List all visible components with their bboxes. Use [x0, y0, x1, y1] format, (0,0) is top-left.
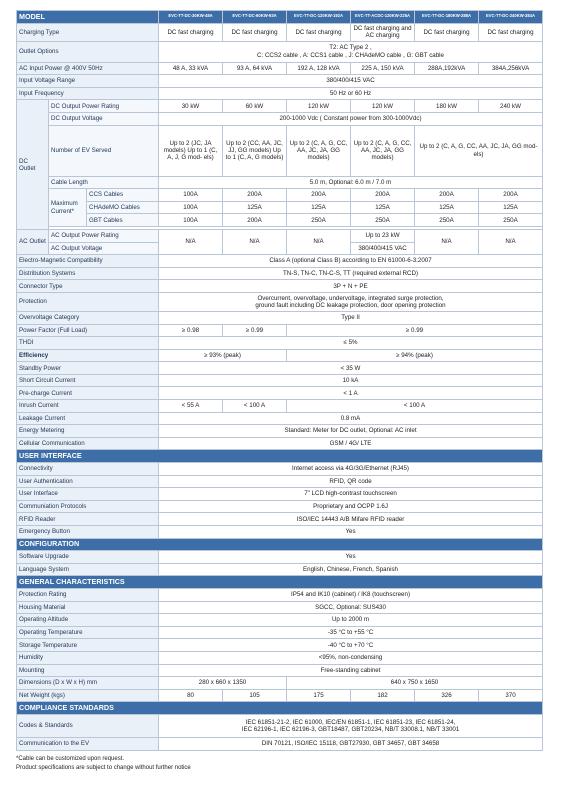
- inrush-row: [17, 400, 543, 413]
- row-label: AC Output Voltage: [49, 242, 159, 255]
- cell: 100A: [159, 189, 223, 202]
- cell: 200A: [223, 189, 287, 202]
- model-name: EVC-TT-ACDC-120KW-225A: [351, 11, 415, 24]
- cell: 250A: [287, 214, 351, 227]
- cable-length-row: [17, 176, 543, 189]
- input-frequency-row: [17, 87, 543, 100]
- cell: 60 kW: [223, 100, 287, 113]
- cell: < 1 A: [159, 387, 543, 400]
- cell: ≥ 0.98: [159, 324, 223, 337]
- row-label: Cellular Communication: [17, 437, 159, 450]
- cell: 200A: [415, 189, 479, 202]
- cell: ≤ 5%: [159, 337, 543, 350]
- user-auth-row: [17, 475, 543, 488]
- row-label: Dimensions (D x W x H) mm: [17, 677, 159, 690]
- energy-metering-row: [17, 425, 543, 438]
- text-line: C: CCS2 cable , A: CCS1 cable , J: CHAdeMO cable , G: GBT cable: [257, 51, 444, 59]
- row-label: Pre-charge Current: [17, 387, 159, 400]
- text-line: IEC 62196-1, IEC 62196-3, GBT18487, GBT20234, NB/T 33008.1, NB/T 33001: [241, 725, 460, 733]
- row-label: THDI: [17, 337, 159, 350]
- language-row: [17, 563, 543, 576]
- row-label: Communiation Protocols: [17, 500, 159, 513]
- comm-protocols-row: [17, 500, 543, 513]
- row-label: Cable Length: [49, 176, 159, 189]
- row-label: GBT Cables: [87, 214, 159, 227]
- cell: 48 A, 33 kVA: [159, 62, 223, 75]
- ccs-cables-row: [17, 189, 543, 202]
- row-label: Operating Altitude: [17, 614, 159, 627]
- cell: 7" LCD high-contrast touchscreen: [159, 488, 543, 501]
- row-label: Storage Temperature: [17, 639, 159, 652]
- row-label: User Authentication: [17, 475, 159, 488]
- cell: 250A: [351, 214, 415, 227]
- dc-output-power-row: [17, 100, 543, 113]
- cell: N/A: [479, 229, 543, 254]
- emc-row: [17, 255, 543, 268]
- cell: < 55 A: [159, 400, 223, 413]
- cell: 200A: [223, 214, 287, 227]
- cell: 192 A, 128 kVA: [287, 62, 351, 75]
- model-name: EVC-TT-DC-240KW-384A: [479, 11, 543, 24]
- cell: Standard: Meter for DC outlet, Optional: AC inlet: [159, 425, 543, 438]
- software-upgrade-row: [17, 551, 543, 564]
- cell: 200-1000 Vdc ( Constant power from 300-1000Vdc): [159, 112, 543, 125]
- row-label: Inrush Current: [17, 400, 159, 413]
- row-label: Power Factor (Full Load): [17, 324, 159, 337]
- row-label: Outlet Options: [17, 41, 159, 62]
- cell: Up to 23 kW: [351, 229, 415, 242]
- cell: DC fast charging: [415, 23, 479, 41]
- text-line: ground fault including DC leakage protection, door opening protection: [255, 301, 446, 309]
- row-label: Protection: [17, 292, 159, 311]
- cell: DC fast charging: [287, 23, 351, 41]
- section-title: CONFIGURATION: [17, 538, 543, 551]
- dimensions-row: [17, 677, 543, 690]
- row-label: Distribution Systems: [17, 267, 159, 280]
- model-name: EVC-TT-DC-180KW-288A: [415, 11, 479, 24]
- model-name: EVC-TT-DC-30KW-48A: [159, 11, 223, 24]
- cell: ≥ 94% (peak): [287, 349, 543, 362]
- row-label: Charging Type: [17, 23, 159, 41]
- cell: DC fast charging: [159, 23, 223, 41]
- cell: Free-standing cabinet: [159, 664, 543, 677]
- row-label: Software Upgrade: [17, 551, 159, 564]
- cell: 105: [223, 689, 287, 702]
- configuration-section-row: [17, 538, 543, 551]
- cell: -40 °C to +70 °C: [159, 639, 543, 652]
- cell: < 35 W: [159, 362, 543, 375]
- rfid-reader-row: [17, 513, 543, 526]
- ev-served-row: [17, 125, 543, 176]
- cell: 640 x 750 x 1650: [287, 677, 543, 690]
- cell: Up to 2 (C, A, G, CC, AA, JC, JA, GG mod- els): [415, 125, 543, 176]
- cell: 80: [159, 689, 223, 702]
- cell: ISO/IEC 14443 A/B Mifare RFID reader: [159, 513, 543, 526]
- row-label: Energy Metering: [17, 425, 159, 438]
- housing-row: [17, 601, 543, 614]
- ac-input-power-row: [17, 62, 543, 75]
- cell: 93 A, 64 kVA: [223, 62, 287, 75]
- cell: N/A: [287, 229, 351, 254]
- row-label: Communication to the EV: [17, 737, 159, 750]
- row-label: Emergency Button: [17, 526, 159, 539]
- row-label: CCS Cables: [87, 189, 159, 202]
- cell: 120 kW: [351, 100, 415, 113]
- cell: Up to 2 (JC, JA models) Up to 1 (C, A, J, G mod- els): [159, 125, 223, 176]
- codes-standards-value: [159, 714, 543, 737]
- distribution-row: [17, 267, 543, 280]
- cell: <95%, non-condensing: [159, 651, 543, 664]
- cell: 326: [415, 689, 479, 702]
- cell: SGCC, Optional: SUS430: [159, 601, 543, 614]
- cell: ≥ 0.99: [287, 324, 543, 337]
- cell: 0.8 mA: [159, 412, 543, 425]
- connector-type-row: [17, 280, 543, 293]
- cellular-row: [17, 437, 543, 450]
- altitude-row: [17, 614, 543, 627]
- row-label: RFID Reader: [17, 513, 159, 526]
- efficiency-row: [17, 349, 543, 362]
- row-label: CHAdeMO Cables: [87, 201, 159, 214]
- footnotes: [16, 755, 542, 773]
- model-name: EVC-TT-DC-120KW-192A: [287, 11, 351, 24]
- cell: Up to 2 (CC, AA, JC, JJ, GG models) Up to 1 (C, A, G models): [223, 125, 287, 176]
- cell: 250A: [479, 214, 543, 227]
- cell: ≥ 93% (peak): [159, 349, 287, 362]
- leakage-row: [17, 412, 543, 425]
- row-label: Codes & Standards: [17, 714, 159, 737]
- row-label: Housing Material: [17, 601, 159, 614]
- row-label: Number of EV Served: [49, 125, 159, 176]
- cell: GSM / 4G/ LTE: [159, 437, 543, 450]
- row-label: Net Weight (kgs): [17, 689, 159, 702]
- cell: 3P + N + PE: [159, 280, 543, 293]
- row-label: Input Voltage Range: [17, 75, 159, 88]
- charging-type-row: [17, 23, 543, 41]
- cell: Up to 2 (C, A, G, CC, AA, JC, JA, GG models): [351, 125, 415, 176]
- cell: 225 A, 150 kVA: [351, 62, 415, 75]
- row-label: Connectivity: [17, 463, 159, 476]
- cell: 288A,192kVA: [415, 62, 479, 75]
- cell: 250A: [415, 214, 479, 227]
- row-label: Overvoltage Category: [17, 311, 159, 324]
- cell: Yes: [159, 551, 543, 564]
- chademo-cables-row: [17, 201, 543, 214]
- max-current-label: Maximum Current*: [49, 189, 87, 227]
- cell: 180 kW: [415, 100, 479, 113]
- operating-temp-row: [17, 626, 543, 639]
- row-label: Short Circuit Current: [17, 374, 159, 387]
- row-label: Mounting: [17, 664, 159, 677]
- row-label: DC Output Voltage: [49, 112, 159, 125]
- row-label: User Interface: [17, 488, 159, 501]
- text-line: Overcurrent, overvoltage, undervoltage, integrated surge protection,: [257, 294, 444, 302]
- section-title: COMPLIANCE STANDARDS: [17, 702, 543, 715]
- input-voltage-row: [17, 75, 543, 88]
- cell: 30 kW: [159, 100, 223, 113]
- compliance-section-row: [17, 702, 543, 715]
- cell: 10 kA: [159, 374, 543, 387]
- cell: N/A: [415, 229, 479, 254]
- cell: ≥ 0.99: [223, 324, 287, 337]
- cell: English, Chinese, French, Spanish: [159, 563, 543, 576]
- row-label: Leakage Current: [17, 412, 159, 425]
- row-label: AC Output Power Rating: [49, 229, 159, 242]
- text-line: IEC 61851-21-2, IEC 61000, IEC/EN 61851-1, IEC 61851-23, IEC 61851-24,: [245, 718, 456, 726]
- dc-output-voltage-row: [17, 112, 543, 125]
- user-interface-section-row: [17, 450, 543, 463]
- cell: DIN 70121, ISO/IEC 15118, GBT27930, GBT 34657, GBT 34658: [159, 737, 543, 750]
- cell: RFID, QR code: [159, 475, 543, 488]
- cell: < 100 A: [223, 400, 287, 413]
- ac-output-power-row: [17, 229, 543, 242]
- cell: 50 Hz or 60 Hz: [159, 87, 543, 100]
- cell: 200A: [287, 189, 351, 202]
- humidity-row: [17, 651, 543, 664]
- row-label: Electro-Magnetic Compatibility: [17, 255, 159, 268]
- cell: 280 x 660 x 1350: [159, 677, 287, 690]
- cell: 175: [287, 689, 351, 702]
- general-section-row: [17, 576, 543, 589]
- footnote: *Cable can be customized upon request.: [16, 755, 125, 762]
- model-label: MODEL: [17, 11, 159, 24]
- cell: Proprietary and OCPP 1.6J: [159, 500, 543, 513]
- cell: Internet access via 4G/3G/Ethernet (RJ45): [159, 463, 543, 476]
- emergency-button-row: [17, 526, 543, 539]
- user-interface-row: [17, 488, 543, 501]
- section-title: USER INTERFACE: [17, 450, 543, 463]
- text-line: T2: AC Type 2 ,: [329, 44, 372, 52]
- storage-temp-row: [17, 639, 543, 652]
- net-weight-row: [17, 689, 543, 702]
- cell: 380/400/415 VAC: [351, 242, 415, 255]
- mounting-row: [17, 664, 543, 677]
- spec-table: [16, 10, 543, 751]
- cell: Up to 2000 m: [159, 614, 543, 627]
- cell: -35 °C to +55 °C: [159, 626, 543, 639]
- cell: DC fast charging and AC charging: [351, 23, 415, 41]
- row-label: Humidity: [17, 651, 159, 664]
- cell: Class A (optional Class B) according to EN 61000-6-3:2007: [159, 255, 543, 268]
- row-label: Efficiency: [17, 349, 159, 362]
- row-label: Input Frequency: [17, 87, 159, 100]
- cell: IP54 and IK10 (cabinet) / IK8 (touchscreen): [159, 588, 543, 601]
- row-label: Connector Type: [17, 280, 159, 293]
- cell: 370: [479, 689, 543, 702]
- model-name: EVC-TT-DC-60KW-93A: [223, 11, 287, 24]
- row-label: Language System: [17, 563, 159, 576]
- dc-outlet-group-label: DC Outlet: [17, 100, 49, 230]
- cell: < 100 A: [287, 400, 543, 413]
- cell: Yes: [159, 526, 543, 539]
- cell: 125A: [415, 201, 479, 214]
- short-circuit-row: [17, 374, 543, 387]
- protection-rating-row: [17, 588, 543, 601]
- cell: DC fast charging: [479, 23, 543, 41]
- cell: Type II: [159, 311, 543, 324]
- protection-row: [17, 292, 543, 311]
- codes-standards-row: [17, 714, 543, 737]
- cell: 384A,256kVA: [479, 62, 543, 75]
- spec-sheet: [16, 10, 542, 773]
- section-title: GENERAL CHARACTERISTICS: [17, 576, 543, 589]
- row-label: Protection Rating: [17, 588, 159, 601]
- cell: TN-S, TN-C, TN-C-S, TT (required external RCD): [159, 267, 543, 280]
- cell: 200A: [351, 189, 415, 202]
- standby-power-row: [17, 362, 543, 375]
- footnote: Product specifications are subject to change without further notice: [16, 764, 191, 771]
- row-label: Standby Power: [17, 362, 159, 375]
- model-header-row: [17, 11, 543, 24]
- cell: 200A: [479, 189, 543, 202]
- cell: Up to 2 (C, A, G, CC, AA, JC, JA, GG models): [287, 125, 351, 176]
- cell: 5.0 m, Optional: 6.0 m / 7.0 m: [159, 176, 543, 189]
- cell: 120 kW: [287, 100, 351, 113]
- row-label: AC Input Power @ 400V 50Hz: [17, 62, 159, 75]
- row-label: DC Output Power Rating: [49, 100, 159, 113]
- power-factor-row: [17, 324, 543, 337]
- outlet-options-row: [17, 41, 543, 62]
- cell: 182: [351, 689, 415, 702]
- row-label: Operating Temperature: [17, 626, 159, 639]
- cell: N/A: [159, 229, 223, 254]
- outlet-options-value: [159, 41, 543, 62]
- thdi-row: [17, 337, 543, 350]
- precharge-row: [17, 387, 543, 400]
- cell: 100A: [159, 214, 223, 227]
- cell: 125A: [223, 201, 287, 214]
- cell: 125A: [479, 201, 543, 214]
- protection-value: [159, 292, 543, 311]
- cell: 380/400/415 VAC: [159, 75, 543, 88]
- connectivity-row: [17, 463, 543, 476]
- overvoltage-row: [17, 311, 543, 324]
- cell: 125A: [351, 201, 415, 214]
- communication-ev-row: [17, 737, 543, 750]
- ac-outlet-group-label: AC Outlet: [17, 229, 49, 254]
- cell: 100A: [159, 201, 223, 214]
- gbt-cables-row: [17, 214, 543, 227]
- cell: N/A: [223, 229, 287, 254]
- cell: 125A: [287, 201, 351, 214]
- cell: 240 kW: [479, 100, 543, 113]
- cell: DC fast charging: [223, 23, 287, 41]
